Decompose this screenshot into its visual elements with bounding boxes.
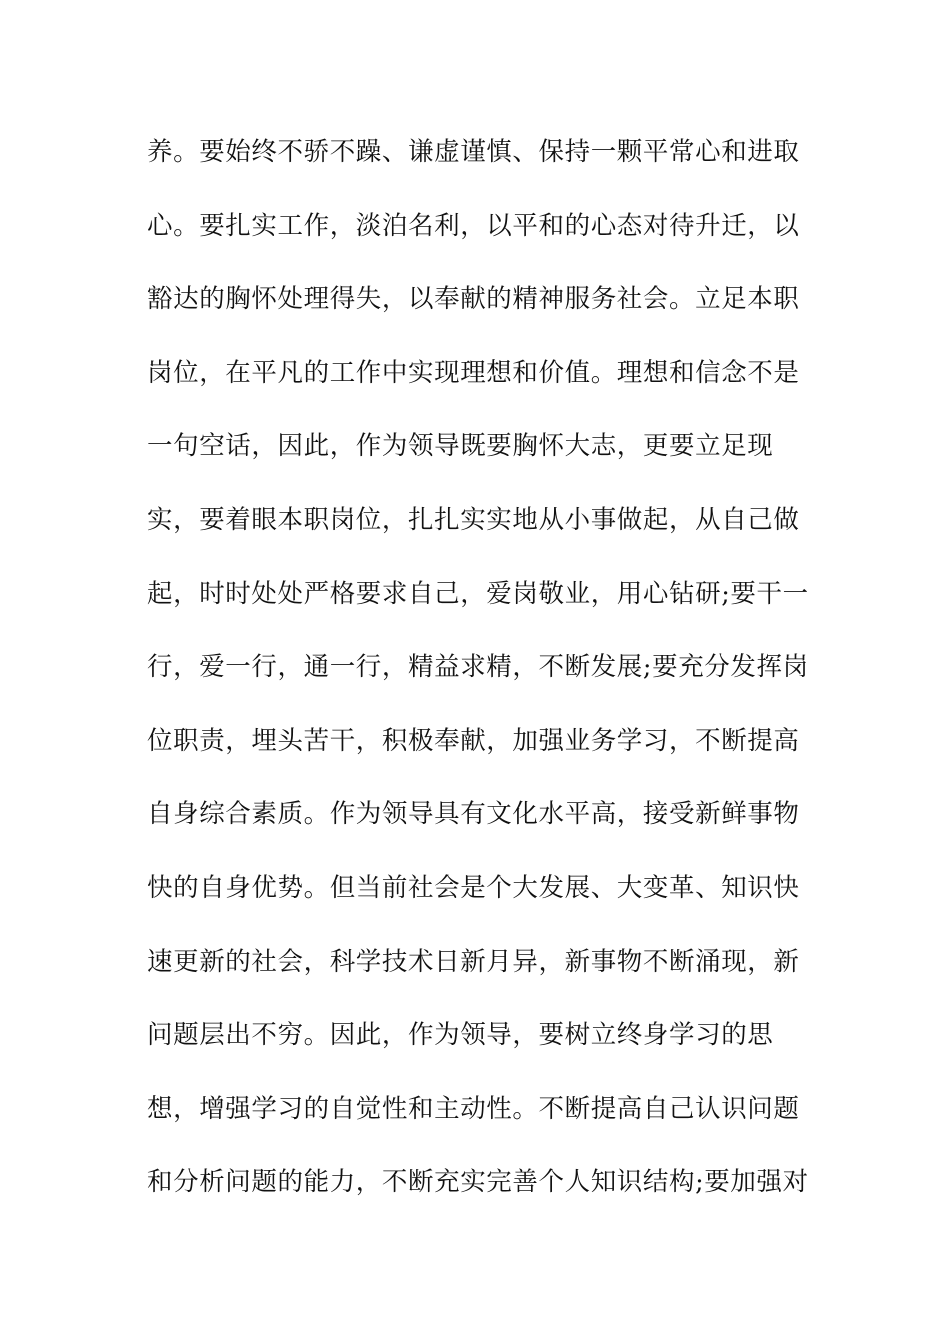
text-line: 和分析问题的能力，不断充实完善个人知识结构;要加强对 [147, 1167, 809, 1198]
text-line: 起，时时处处严格要求自己，爱岗敬业，用心钻研;要干一 [147, 578, 809, 609]
body-text [147, 130, 827, 1234]
text-line: 行，爱一行，通一行，精益求精，不断发展;要充分发挥岗 [147, 652, 809, 683]
text-line: 豁达的胸怀处理得失，以奉献的精神服务社会。立足本职 [147, 284, 800, 315]
text-line: 速更新的社会，科学技术日新月异，新事物不断涌现，新 [147, 946, 800, 977]
text-line: 自身综合素质。作为领导具有文化水平高，接受新鲜事物 [147, 799, 800, 830]
text-line: 想，增强学习的自觉性和主动性。不断提高自己认识问题 [147, 1093, 800, 1124]
text-line: 问题层出不穷。因此，作为领导，要树立终身学习的思 [147, 1020, 774, 1051]
text-line: 位职责，埋头苦干，积极奉献，加强业务学习，不断提高 [147, 725, 800, 756]
text-line: 快的自身优势。但当前社会是个大发展、大变革、知识快 [147, 872, 800, 903]
text-line: 心。要扎实工作，淡泊名利，以平和的心态对待升迁，以 [147, 210, 800, 241]
text-line: 岗位，在平凡的工作中实现理想和价值。理想和信念不是 [147, 357, 800, 388]
text-line: 一句空话，因此，作为领导既要胸怀大志，更要立足现 [147, 431, 774, 462]
text-line: 养。要始终不骄不躁、谦虚谨慎、保持一颗平常心和进取 [147, 137, 800, 167]
text-line: 实，要着眼本职岗位，扎扎实实地从小事做起，从自己做 [147, 504, 800, 535]
